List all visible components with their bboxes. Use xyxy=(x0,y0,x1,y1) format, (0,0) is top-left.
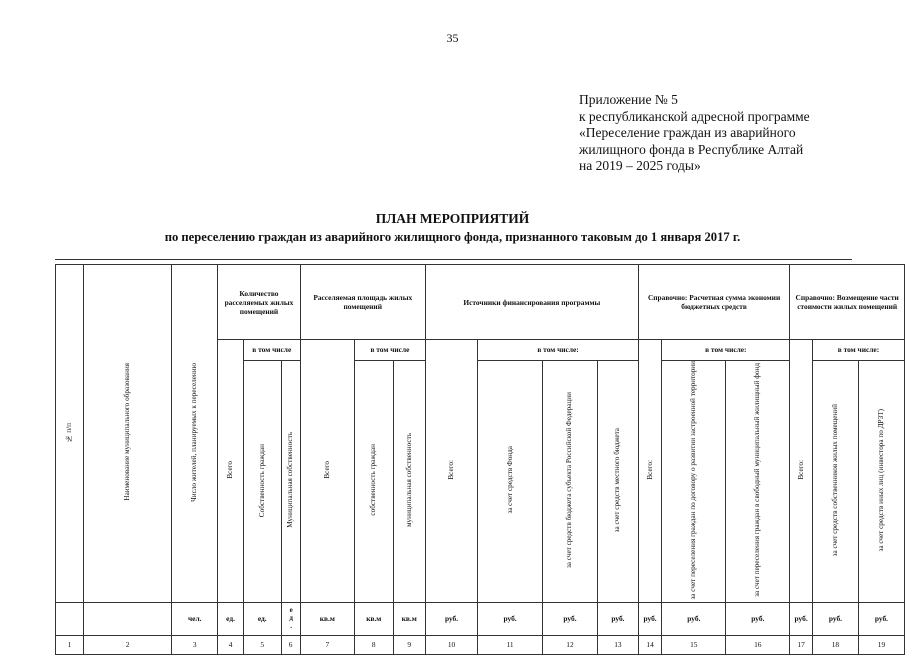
col-header-10 xyxy=(425,340,477,603)
col-header-16 xyxy=(726,361,790,603)
col-number-cell: 5 xyxy=(243,635,281,654)
col-header-8 xyxy=(355,361,394,603)
col-header-15-text: за счет переселения граждан по договору о развитии застроенной территории xyxy=(689,361,698,600)
col-header-11-text: за счет средств Фонда xyxy=(505,446,514,515)
col-header-7 xyxy=(300,340,354,603)
unit-cell: руб. xyxy=(425,602,477,635)
col-number-cell: 7 xyxy=(300,635,354,654)
col-header-13 xyxy=(597,361,638,603)
document-title: ПЛАН МЕРОПРИЯТИЙ xyxy=(375,211,530,226)
col-header-4 xyxy=(218,340,244,603)
col-header-6 xyxy=(281,361,300,603)
unit-cell: ед. xyxy=(243,602,281,635)
col-header-6-text: Муниципальная собственность xyxy=(286,432,295,529)
unit-cell: руб. xyxy=(662,602,726,635)
col-number-cell: 4 xyxy=(218,635,244,654)
incl-header-compensation: в том числе: xyxy=(812,340,904,361)
col-header-municipality-text: Наименование муниципального образования xyxy=(123,363,132,502)
col-number-cell: 2 xyxy=(84,635,172,654)
col-number-cell: 19 xyxy=(858,635,904,654)
col-header-14-text: Всего: xyxy=(645,459,654,480)
appendix-block xyxy=(579,92,879,175)
unit-cell: чел. xyxy=(172,602,218,635)
col-number-cell: 10 xyxy=(425,635,477,654)
col-number-cell: 1 xyxy=(56,635,84,654)
col-header-13-text: за счет средств местного бюджета xyxy=(613,428,622,533)
incl-header-sources: в том числе: xyxy=(478,340,639,361)
document-subtitle: по переселению граждан из аварийного жилищного фонда, признанного таковым до 1 января 2017 г. xyxy=(164,230,741,244)
incl-header-area: в том числе xyxy=(355,340,426,361)
group-header-sources: Источники финансирования программы xyxy=(425,265,638,340)
col-number-cell: 18 xyxy=(812,635,858,654)
appendix-line: на 2019 – 2025 годы» xyxy=(579,158,701,173)
col-number-cell: 14 xyxy=(638,635,661,654)
page-number: 35 xyxy=(446,31,459,45)
appendix-line: жилищного фонда в Республике Алтай xyxy=(579,141,804,157)
appendix-line: «Переселение граждан из аварийного xyxy=(579,125,796,140)
unit-cell: кв.м xyxy=(393,602,425,635)
col-header-19 xyxy=(858,361,904,603)
col-header-19-text: за счет средств иных лиц (инвестора по ДРЗТ) xyxy=(876,409,885,552)
col-header-17-text: Всего: xyxy=(796,459,805,480)
col-number-cell: 11 xyxy=(478,635,543,654)
unit-cell-empty xyxy=(56,602,84,635)
unit-cell: ед. xyxy=(218,602,244,635)
unit-cell: руб. xyxy=(478,602,543,635)
col-header-num xyxy=(56,265,84,603)
col-number-cell: 15 xyxy=(662,635,726,654)
unit-cell: руб. xyxy=(858,602,904,635)
col-header-5-text: Собственность граждан xyxy=(257,443,266,517)
group-header-count: Количество расселяемых жилых помещений xyxy=(218,265,300,340)
col-header-14 xyxy=(638,340,661,603)
unit-cell: руб. xyxy=(542,602,597,635)
col-number-cell: 16 xyxy=(726,635,790,654)
appendix-line: к республиканской адресной программе xyxy=(579,108,810,124)
col-header-12 xyxy=(542,361,597,603)
col-header-11 xyxy=(478,361,543,603)
col-header-10-text: Всего: xyxy=(447,459,456,480)
col-header-17 xyxy=(790,340,813,603)
col-header-15 xyxy=(662,361,726,603)
col-number-cell: 9 xyxy=(393,635,425,654)
col-number-cell: 13 xyxy=(597,635,638,654)
col-header-8-text: собственность граждан xyxy=(369,444,378,517)
incl-header-savings: в том числе: xyxy=(662,340,790,361)
col-header-16-text: за счет переселения граждан в свободный муниципальный жилищный фонд xyxy=(753,363,762,598)
group-header-area: Расселяемая площадь жилых помещений xyxy=(300,265,425,340)
column-numbers-row xyxy=(56,635,905,654)
unit-cell: кв.м xyxy=(300,602,354,635)
unit-cell: руб. xyxy=(638,602,661,635)
col-header-9 xyxy=(393,361,425,603)
incl-header-count: в том числе xyxy=(243,340,300,361)
unit-cell xyxy=(281,602,300,635)
group-header-savings: Справочно: Расчетная сумма экономии бюджетных средств xyxy=(638,265,789,340)
col-header-municipality xyxy=(84,265,172,603)
col-header-num-text: № п/п xyxy=(65,422,73,443)
col-header-18-text: за счет средств собственников жилых помещений xyxy=(830,404,839,557)
col-header-9-text: муниципальная собственность xyxy=(404,433,413,528)
col-number-cell: 8 xyxy=(355,635,394,654)
plan-table xyxy=(55,264,905,655)
col-header-4-text: Всего xyxy=(226,460,235,479)
col-number-cell: 6 xyxy=(281,635,300,654)
unit-cell-text: ед. xyxy=(287,605,296,630)
col-number-cell: 17 xyxy=(790,635,813,654)
unit-cell-empty xyxy=(84,602,172,635)
col-number-cell: 3 xyxy=(172,635,218,654)
subtitle-rule xyxy=(55,259,852,260)
col-header-12-text: за счет средств бюджета субъекта Российской Федерации xyxy=(565,392,574,569)
col-header-18 xyxy=(812,361,858,603)
unit-cell: руб. xyxy=(790,602,813,635)
unit-cell: руб. xyxy=(597,602,638,635)
group-header-compensation: Справочно: Возмещение части стоимости жилых помещений xyxy=(790,265,905,340)
col-header-5 xyxy=(243,361,281,603)
appendix-line: Приложение № 5 xyxy=(579,92,678,107)
col-number-cell: 12 xyxy=(542,635,597,654)
col-header-residents-text: Число жителей, планируемых к переселению xyxy=(190,362,199,502)
col-header-residents xyxy=(172,265,218,603)
col-header-7-text: Всего xyxy=(322,460,331,479)
units-row xyxy=(56,602,905,635)
unit-cell: кв.м xyxy=(355,602,394,635)
unit-cell: руб. xyxy=(726,602,790,635)
unit-cell: руб. xyxy=(812,602,858,635)
